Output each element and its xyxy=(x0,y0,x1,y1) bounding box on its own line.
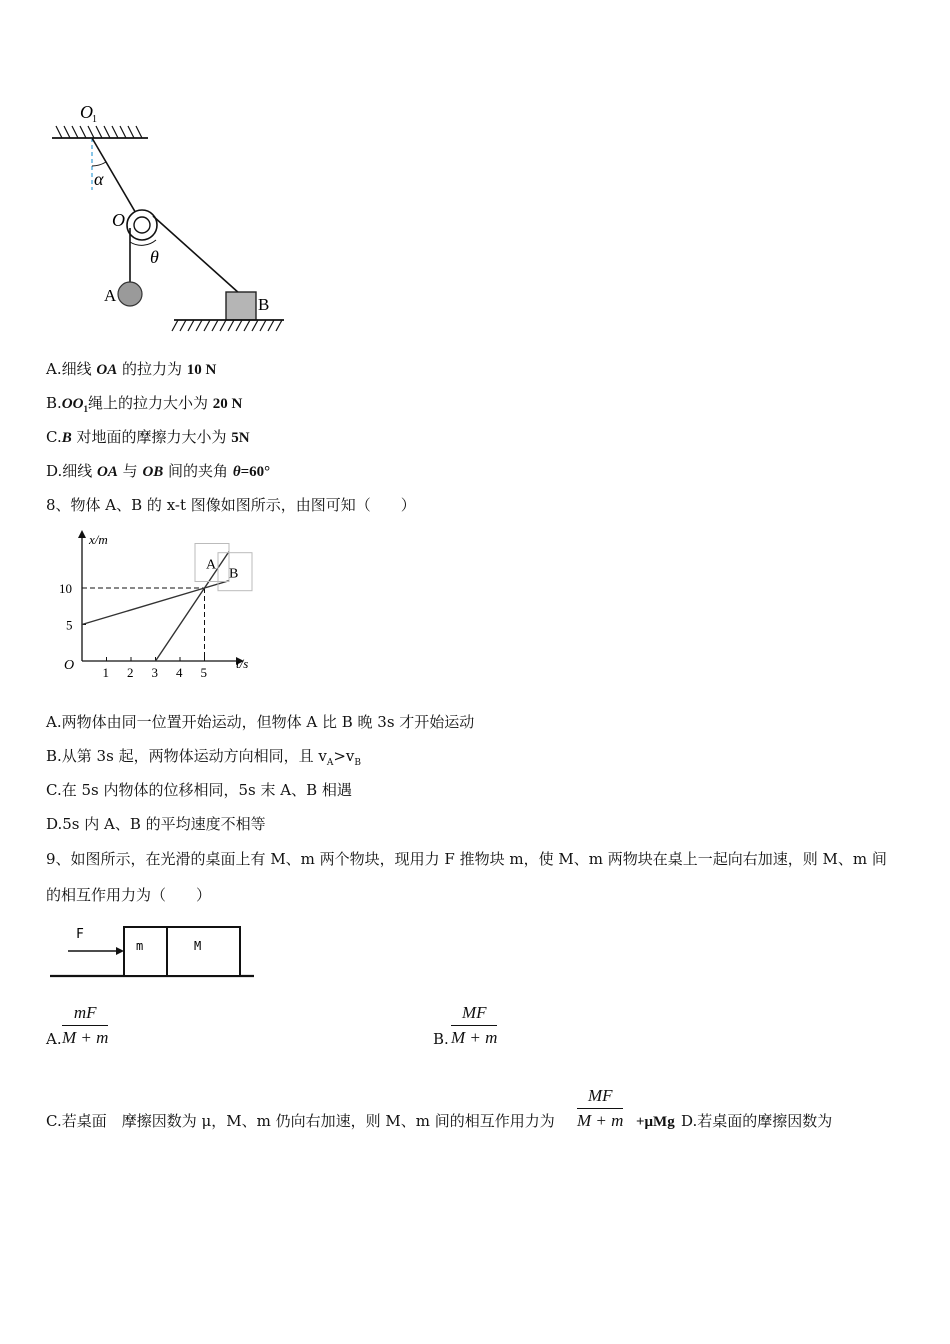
label-force: F xyxy=(76,927,84,942)
x-tick-label: 2 xyxy=(127,665,134,680)
x-axis-label: t/s xyxy=(236,656,249,671)
x-tick-label: 3 xyxy=(151,665,158,680)
xt-chart xyxy=(56,528,266,684)
label-theta: θ xyxy=(150,247,159,267)
blocks-figure xyxy=(48,918,260,984)
q8-option-d: D.5s 内 A、B 的平均速度不相等 xyxy=(46,815,266,833)
series-label-b: B xyxy=(229,566,239,582)
q9-option-a-fraction: $\frac{mF}{M + m}$ xyxy=(62,1003,109,1047)
y-tick-label: 10 xyxy=(59,581,72,596)
q9-option-c-fraction: $\frac{MF}{M + m}$ xyxy=(577,1086,624,1130)
series-label-a: A xyxy=(206,557,217,573)
x-tick-label: 5 xyxy=(200,665,207,680)
q9-option-b-letter: B. xyxy=(433,1030,449,1048)
q9-stem-line2: 的相互作用力为（ ） xyxy=(46,886,212,904)
q9-option-a-letter: A. xyxy=(46,1030,62,1048)
q9-option-d: D.若桌面的摩擦因数为 xyxy=(681,1112,833,1130)
label-a: A xyxy=(104,286,117,305)
label-o1-sub: 1 xyxy=(92,114,97,125)
label-o1: O xyxy=(80,102,93,122)
q9-option-c: C.若桌面 摩擦因数为 μ，M、m 仍向右加速，则 M、m 间的相互作用力为 xyxy=(46,1112,555,1130)
q8-stem: 8、物体 A、B 的 x-t 图像如图所示，由图可知（ ） xyxy=(46,496,416,514)
label-block-m: m xyxy=(136,939,144,953)
q9-option-c-tail: +μMg xyxy=(636,1114,675,1130)
y-axis-label: x/m xyxy=(89,532,108,547)
q8-option-b: B.从第 3s 起，两物体运动方向相同，且 $v_A>v_B$ xyxy=(46,747,361,768)
q7-option-b: $B.OO_1$绳上的拉力大小为 20 N xyxy=(46,394,243,414)
q7-option-c: C.B 对地面的摩擦力大小为 5N xyxy=(46,428,250,446)
x-tick-label: 1 xyxy=(102,665,109,680)
label-o: O xyxy=(112,210,125,230)
pulley-figure xyxy=(40,98,300,338)
y-axis-arrow xyxy=(78,530,86,538)
q8-option-c: C.在 5s 内物体的位移相同，5s 末 A、B 相遇 xyxy=(46,781,352,799)
y-tick-label: 5 xyxy=(66,617,73,633)
q8-option-a: A.两物体由同一位置开始运动，但物体 A 比 B 晚 3s 才开始运动 xyxy=(46,713,475,731)
label-b: B xyxy=(258,295,270,314)
series-line-b xyxy=(82,581,229,625)
q7-option-d: D.细线 OA 与 OB 间的夹角 θ=60° xyxy=(46,462,271,480)
q9-option-b-fraction: $\frac{MF}{M + m}$ xyxy=(451,1003,498,1047)
label-block-big-m: M xyxy=(194,939,202,953)
origin-label: O xyxy=(64,658,75,673)
label-alpha: α xyxy=(94,169,104,189)
x-tick-label: 4 xyxy=(176,665,183,680)
q7-option-a: A.细线 OA 的拉力为 10 N xyxy=(46,360,217,378)
q9-stem-line1: 9、如图所示，在光滑的桌面上有 M、m 两个物块，现用力 F 推物块 m，使 M、m 两物块在桌上一起向右加速，则 M、m 间 xyxy=(46,850,887,868)
